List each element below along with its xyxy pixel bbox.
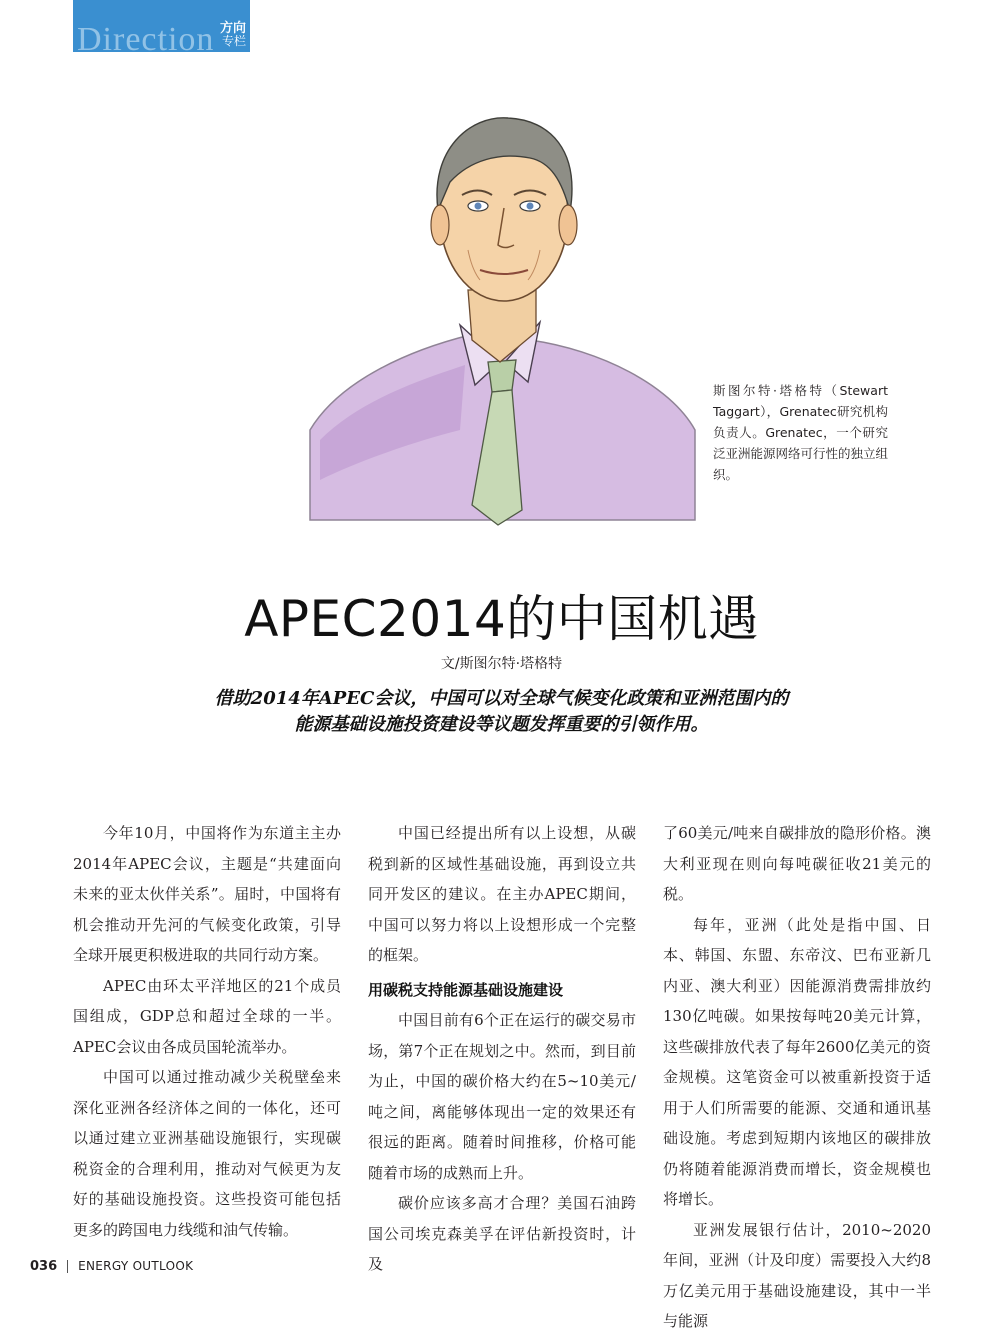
lede-line-2: 能源基础设施投资建设等议题发挥重要的引领作用。 [294,714,709,735]
section-header-band [73,0,250,52]
lede-line-1: 借助2014年APEC会议，中国可以对全球气候变化政策和亚洲范围内的 [214,688,789,709]
portrait-caption: 斯图尔特·塔格特（Stewart Taggart），Grenatec研究机构负责人。Grenatec，一个研究泛亚洲能源网络可行性的独立组织。 [713,383,889,482]
section-label-cn-line1: 方向 [219,21,246,36]
section-label-cn-line2: 专栏 [221,34,246,48]
paragraph-continued: 了60美元/吨来自碳排放的隐形价格。澳大利亚现在则向每吨碳征收21美元的税。 [663,824,931,903]
article-column-3 [663,818,931,1337]
paragraph: 每年，亚洲（此处是指中国、日本、韩国、东盟、东帝汶、巴布亚新几内亚、澳大利亚）因能源消费需排放约130亿吨碳。如果按每吨20美元计算，这些碳排放代表了每年2600亿美元的资金规模。这笔资金可以被重新投资于适用于人们所需要的能源、交通和通讯基础设施。考虑到短期内该地区的碳排放仍将随着能源消费而增长，资金规模也将增长。 [663,915,931,1208]
paragraph: 中国目前有6个正在运行的碳交易市场，第7个正在规划之中。然而，到目前为止，中国的碳价格大约在5~10美元/吨之间，离能够体现出一定的效果还有很远的距离。随着时间推移，价格可能随着市场的成熟而上升。 [368,1011,636,1182]
section-label-cn [220,22,246,48]
footer-divider [67,1260,68,1273]
article-column-2 [368,818,636,1280]
iris-left [475,203,482,210]
ear-left [431,205,449,245]
paragraph: APEC由环太平洋地区的21个成员国组成，GDP总和超过全球的一半。APEC会议由各成员国轮流举办。 [73,976,341,1056]
paragraph: 碳价应该多高才合理？美国石油跨国公司埃克森美孚在评估新投资时，计及 [368,1194,636,1273]
paragraph: 中国可以通过推动减少关税壁垒来深化亚洲各经济体之间的一体化，还可以通过建立亚洲基础设施银行，实现碳税资金的合理利用，推动对气候更为友好的基础设施投资。这些投资可能包括更多的跨国电力线缆和油气传输。 [73,1068,341,1239]
page-footer [30,1256,193,1276]
tie-knot [488,360,516,392]
article-column-1 [73,818,341,1245]
paragraph: 中国已经提出所有以上设想，从碳税到新的区域性基础设施，再到设立共同开发区的建议。在主办APEC期间，中国可以努力将以上设想形成一个完整的框架。 [368,824,636,964]
paragraph: 亚洲发展银行估计，2010~2020年间，亚洲（计及印度）需要投入大约8万亿美元用于基础设施建设，其中一半与能源 [663,1220,931,1330]
section-label-en: Direction [77,21,215,52]
article-byline: 文/斯图尔特·塔格特 [440,656,563,672]
article-lede [0,686,1003,738]
section-heading: 用碳税支持能源基础设施建设 [368,980,564,999]
article-title: APEC2014的中国机遇 [244,590,759,648]
portrait-illustration [300,100,710,570]
page-number: 036 [30,1258,58,1274]
iris-right [527,203,534,210]
ear-right [559,205,577,245]
paragraph: 今年10月，中国将作为东道主主办2014年APEC会议，主题是“共建面向未来的亚太伙伴关系”。届时，中国将有机会推动开先河的气候变化政策，引导全球开展更积极进取的共同行动方案。 [73,824,341,964]
magazine-name: ENERGY OUTLOOK [78,1259,194,1273]
